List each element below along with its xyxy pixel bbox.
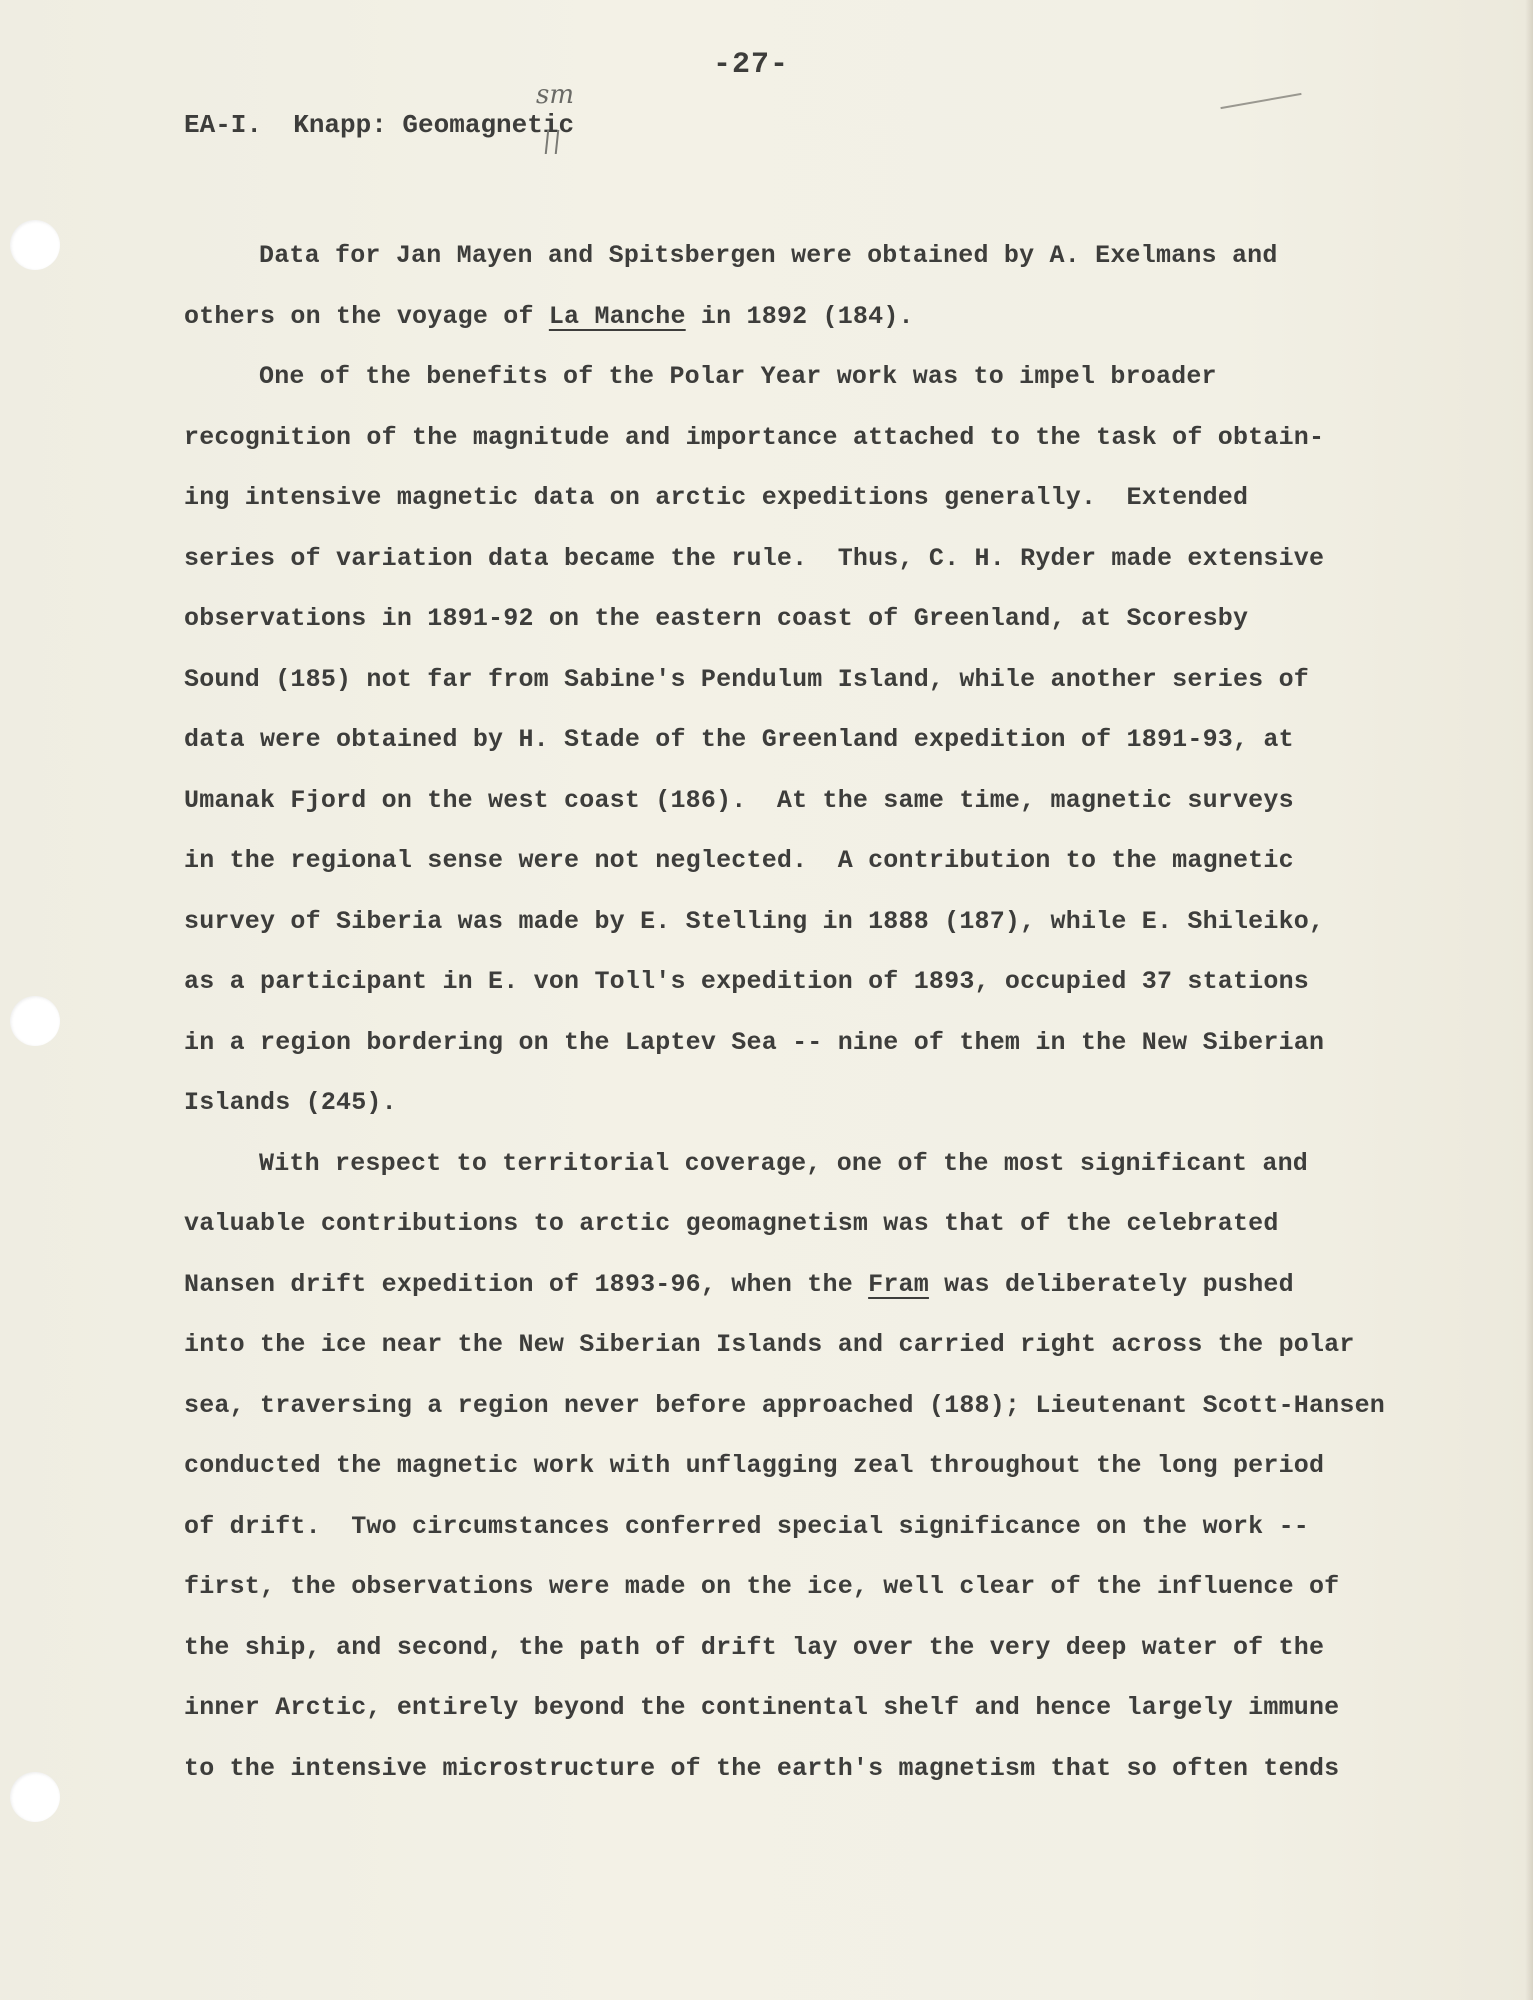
text-line <box>184 1376 1404 1437</box>
text-segment: in 1892 (184). <box>685 301 914 331</box>
text-segment: observations in 1891-92 on the eastern coast of Greenland, at Scoresby <box>184 604 1249 633</box>
handwritten-correction: sm <box>536 80 574 110</box>
body-text <box>184 226 1404 1799</box>
text-line <box>184 1497 1404 1558</box>
text-line <box>184 1134 1404 1195</box>
text-segment: With respect to territorial coverage, one of the most significant and <box>259 1148 1308 1178</box>
text-line <box>184 1315 1404 1376</box>
text-segment: Sound (185) not far from Sabine's Pendulum Island, while another series of <box>184 664 1309 694</box>
underlined-title: La Manche <box>548 301 686 331</box>
text-line <box>184 1013 1404 1074</box>
text-line <box>184 468 1404 529</box>
text-segment: in the regional sense were not neglected. A contribution to the magnetic <box>184 846 1294 875</box>
text-line <box>184 287 1404 348</box>
text-segment: Nansen drift expedition of 1893-96, when the <box>184 1269 869 1299</box>
text-segment: recognition of the magnitude and importance attached to the task of obtain- <box>184 422 1325 452</box>
text-segment: as a participant in E. von Toll's expedition of 1893, occupied 37 stations <box>184 967 1309 996</box>
text-line <box>184 529 1404 590</box>
text-segment: sea, traversing a region never before approached (188); Lieutenant Scott-Hansen <box>184 1390 1385 1420</box>
text-segment: was deliberately pushed <box>928 1269 1294 1299</box>
text-line <box>184 650 1404 711</box>
text-segment: Data for Jan Mayen and Spitsbergen were obtained by A. Exelmans and <box>259 241 1278 270</box>
text-segment: survey of Siberia was made by E. Stelling in 1888 (187), while E. Shileiko, <box>184 906 1325 936</box>
text-segment: to the intensive microstructure of the earth's magnetism that so often tends <box>184 1753 1340 1783</box>
text-segment: Umanak Fjord on the west coast (186). At the same time, magnetic surveys <box>184 785 1294 815</box>
text-line <box>184 1678 1404 1739</box>
text-line <box>184 1557 1404 1618</box>
text-segment: data were obtained by H. Stade of the Greenland expedition of 1891-93, at <box>184 725 1294 754</box>
page-number: -27- <box>713 48 790 82</box>
text-line <box>184 771 1404 832</box>
text-line <box>184 1073 1404 1134</box>
text-line <box>184 1739 1404 1800</box>
page-edge-shadow <box>1525 0 1533 2000</box>
text-line <box>184 831 1404 892</box>
text-line <box>184 1436 1404 1497</box>
pencil-mark <box>1220 93 1301 109</box>
punch-hole-top <box>10 220 60 270</box>
text-segment: the ship, and second, the path of drift lay over the very deep water of the <box>184 1632 1325 1662</box>
text-line <box>184 347 1404 408</box>
text-segment: One of the benefits of the Polar Year work was to impel broader <box>259 362 1217 391</box>
text-line <box>184 710 1404 771</box>
text-segment: of drift. Two circumstances conferred special significance on the work -- <box>184 1511 1309 1541</box>
text-segment: Islands (245). <box>184 1088 397 1117</box>
text-segment: in a region bordering on the Laptev Sea -- nine of them in the New Siberian <box>184 1027 1325 1057</box>
text-line <box>184 952 1404 1013</box>
text-segment: conducted the magnetic work with unflagging zeal throughout the long period <box>184 1451 1325 1480</box>
text-line <box>184 408 1404 469</box>
text-segment: series of variation data became the rule. Thus, C. H. Ryder made extensive <box>184 543 1325 573</box>
insertion-caret-mark <box>545 130 560 154</box>
text-segment: first, the observations were made on the ice, well clear of the influence of <box>184 1572 1340 1601</box>
text-line <box>184 892 1404 953</box>
underlined-title: Fram <box>868 1269 929 1299</box>
document-header: EA-I. Knapp: Geomagnetic <box>184 110 575 140</box>
text-segment: valuable contributions to arctic geomagnetism was that of the celebrated <box>184 1209 1279 1238</box>
text-segment: inner Arctic, entirely beyond the continental shelf and hence largely immune <box>184 1693 1340 1722</box>
text-line <box>184 589 1404 650</box>
punch-hole-middle <box>10 996 60 1046</box>
text-line <box>184 1194 1404 1255</box>
punch-hole-bottom <box>10 1772 60 1822</box>
text-segment: ing intensive magnetic data on arctic expeditions generally. Extended <box>184 483 1249 512</box>
text-line <box>184 226 1404 287</box>
text-line <box>184 1255 1404 1316</box>
text-line <box>184 1618 1404 1679</box>
text-segment: into the ice near the New Siberian Islands and carried right across the polar <box>184 1330 1355 1359</box>
text-segment: others on the voyage of <box>184 301 549 331</box>
